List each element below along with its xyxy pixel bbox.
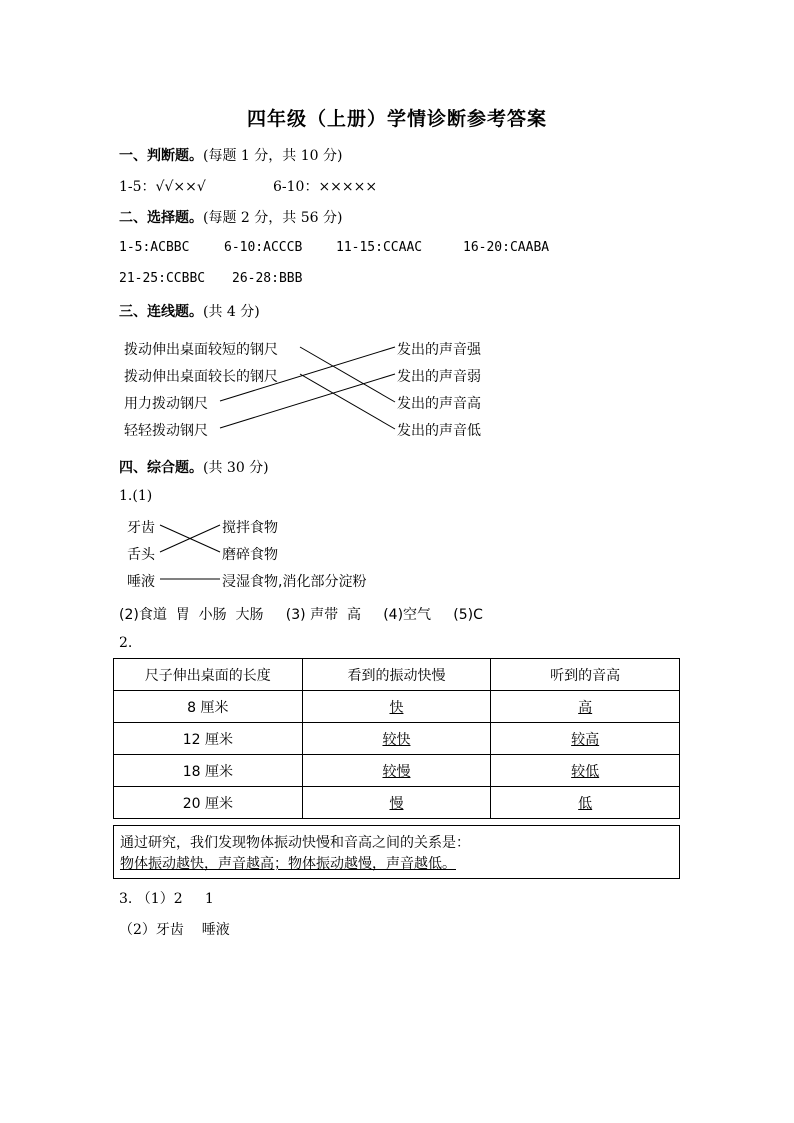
- choice-answers-11-15: 11-15:CCAAC: [336, 240, 423, 255]
- choice-answers-21-25: 21-25:CCBBC: [119, 271, 206, 286]
- choice-answers-1-5: 1-5:ACBBC: [119, 240, 190, 255]
- table-header-row: [114, 659, 680, 691]
- match-line: [160, 525, 220, 552]
- section-matching-heading: [119, 301, 260, 321]
- table-cell-speed-value: 较慢: [382, 763, 411, 780]
- question-1-label: 1.(1): [119, 488, 153, 504]
- choice-answers-16-20: 16-20:CAABA: [463, 240, 550, 255]
- table-row: [114, 755, 680, 787]
- choice-answers-6-10: 6-10:ACCCB: [224, 240, 303, 255]
- table-cell-length: 12 厘米: [114, 723, 303, 755]
- matching-left-item: 轻轻拨动钢尺: [124, 423, 208, 439]
- q1-right-item: 搅拌食物: [222, 520, 278, 536]
- conclusion-answer: 物体振动越快，声音越高；物体振动越慢，声音越低。: [120, 856, 456, 872]
- section-comprehensive-title: 四、综合题。: [119, 460, 203, 476]
- conclusion-box: [113, 825, 680, 879]
- matching-right-item: 发出的声音弱: [397, 369, 481, 385]
- section-choice-note: (每题 2 分，共 56 分): [203, 210, 343, 226]
- q1-left-item: 牙齿: [127, 520, 155, 536]
- table-cell-length: 20 厘米: [114, 787, 303, 819]
- matching-right-item: 发出的声音强: [397, 342, 481, 358]
- question-3-line-1: 3. （1）2 1: [119, 891, 214, 907]
- results-table: [113, 658, 680, 819]
- match-line: [160, 525, 220, 552]
- matching-left-item: 用力拨动钢尺: [124, 396, 208, 412]
- judgment-answers-1-5: 1-5：√√××√: [119, 179, 206, 195]
- judgment-answers-6-10: 6-10：×××××: [273, 179, 378, 195]
- matching-right-item: 发出的声音低: [397, 423, 481, 439]
- table-cell-pitch-value: 较低: [571, 763, 600, 780]
- table-header-cell: 看到的振动快慢: [302, 659, 491, 691]
- table-cell-speed: [302, 755, 491, 787]
- section-matching-title: 三、连线题。: [119, 304, 203, 320]
- table-cell-length: 8 厘米: [114, 691, 303, 723]
- table-cell-pitch-value: 高: [578, 699, 593, 716]
- question-3-line-2: （2）牙齿 唾液: [119, 922, 230, 938]
- matching-right-item: 发出的声音高: [397, 396, 481, 412]
- section-choice-title: 二、选择题。: [119, 210, 203, 226]
- q1-right-item: 磨碎食物: [222, 547, 278, 563]
- table-cell-pitch: [491, 787, 680, 819]
- table-cell-pitch: [491, 723, 680, 755]
- table-header-cell: 听到的音高: [491, 659, 680, 691]
- table-cell-pitch: [491, 755, 680, 787]
- table-row: [114, 691, 680, 723]
- section-judgment-title: 一、判断题。: [119, 148, 203, 164]
- table-cell-speed: [302, 723, 491, 755]
- q1-left-item: 唾液: [127, 574, 155, 590]
- table-cell-length: 18 厘米: [114, 755, 303, 787]
- section-comprehensive-note: (共 30 分): [203, 460, 269, 476]
- match-line: [300, 347, 395, 402]
- table-row: [114, 787, 680, 819]
- matching-left-item: 拨动伸出桌面较长的钢尺: [124, 369, 278, 385]
- match-line: [300, 374, 395, 429]
- page-title: 四年级（上册）学情诊断参考答案: [246, 108, 547, 130]
- matching-left-item: 拨动伸出桌面较短的钢尺: [124, 342, 278, 358]
- table-cell-speed: [302, 691, 491, 723]
- choice-answers-26-28: 26-28:BBB: [232, 271, 303, 286]
- question-2-label: 2.: [119, 635, 133, 651]
- table-cell-pitch-value: 低: [578, 795, 593, 812]
- section-judgment-heading: [119, 145, 342, 165]
- conclusion-prompt: 通过研究，我们发现物体振动快慢和音高之间的关系是：: [120, 835, 470, 851]
- section-comprehensive-heading: [119, 457, 269, 477]
- table-cell-pitch-value: 较高: [571, 731, 600, 748]
- table-cell-speed-value: 较快: [382, 731, 411, 748]
- table-cell-speed-value: 慢: [389, 795, 404, 812]
- section-judgment-note: (每题 1 分，共 10 分): [203, 148, 343, 164]
- q1-right-item: 浸湿食物,消化部分淀粉: [222, 574, 367, 590]
- question-1-more-answers: (2)食道 胃 小肠 大肠 (3) 声带 高 (4)空气 (5)C: [119, 607, 483, 623]
- table-cell-speed-value: 快: [389, 699, 404, 716]
- q1-left-item: 舌头: [127, 547, 155, 563]
- table-cell-pitch: [491, 691, 680, 723]
- section-choice-heading: [119, 207, 342, 227]
- section-matching-note: (共 4 分): [203, 304, 260, 320]
- table-row: [114, 723, 680, 755]
- table-header-cell: 尺子伸出桌面的长度: [114, 659, 303, 691]
- table-cell-speed: [302, 787, 491, 819]
